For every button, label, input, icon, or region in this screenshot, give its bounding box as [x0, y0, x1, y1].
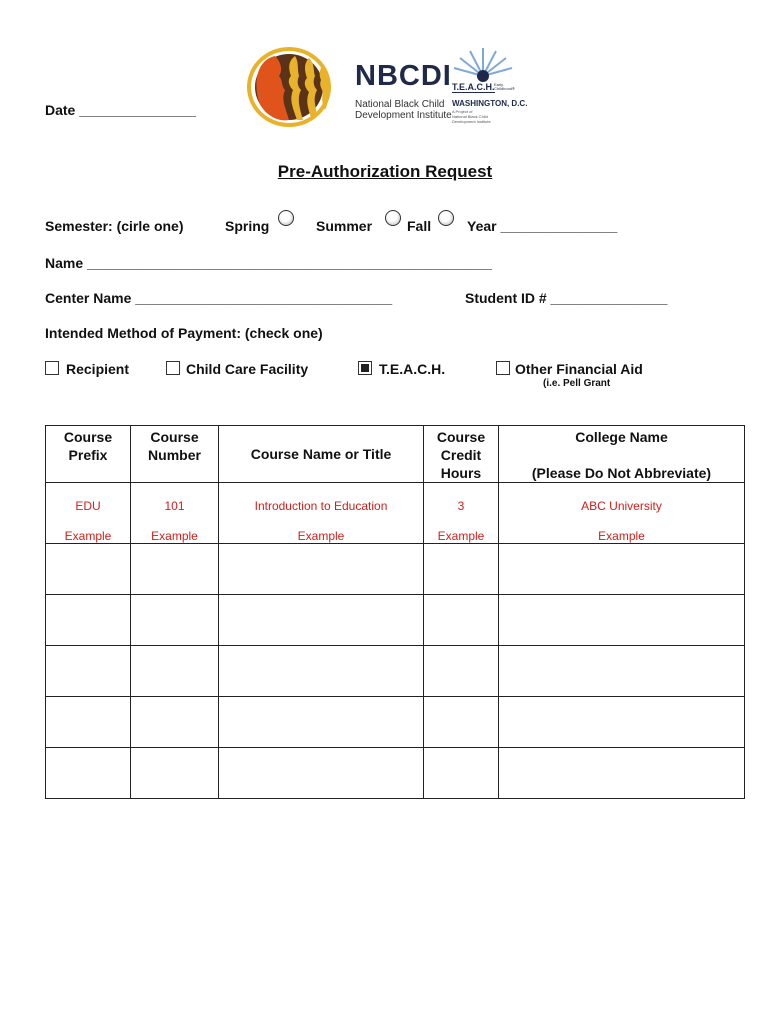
name-cell[interactable]: [219, 646, 424, 697]
teach-name: T.E.A.C.H.: [452, 82, 495, 92]
number-cell[interactable]: [131, 595, 219, 646]
payment-checkbox-child-care-facility[interactable]: [166, 361, 180, 375]
table-row-example: [46, 483, 745, 544]
payment-option-child-care-facility-label: Child Care Facility: [186, 361, 309, 377]
table-row: [46, 646, 745, 697]
college-cell[interactable]: [499, 595, 745, 646]
college-cell[interactable]: [499, 544, 745, 595]
table-row: [46, 595, 745, 646]
credit-cell[interactable]: [424, 697, 499, 748]
name-cell[interactable]: [219, 595, 424, 646]
student-id-field[interactable]: Student ID # _______________: [465, 290, 668, 306]
number-cell[interactable]: [131, 748, 219, 799]
teach-state: WASHINGTON, D.C.: [452, 99, 528, 108]
name-field[interactable]: Name ____________________________________________________: [45, 255, 492, 271]
credit-cell[interactable]: [424, 544, 499, 595]
faces-emblem-icon: [245, 46, 345, 128]
number-cell[interactable]: [131, 544, 219, 595]
example-credit-cell[interactable]: 3 Example: [424, 483, 499, 544]
org-name: National Black Child Development Institute: [355, 99, 452, 121]
payment-method-label: Intended Method of Payment: (check one): [45, 325, 323, 341]
page-title: Pre-Authorization Request: [277, 162, 493, 181]
nbcdi-logo: [245, 46, 528, 128]
payment-option-teach-label: T.E.A.C.H.: [379, 361, 446, 377]
credit-cell[interactable]: [424, 595, 499, 646]
payment-checkbox-other-financial-aid[interactable]: [496, 361, 510, 375]
center-name-field[interactable]: Center Name _________________________________: [45, 290, 393, 306]
college-cell[interactable]: [499, 646, 745, 697]
table-row: [46, 544, 745, 595]
table-header-row: [46, 426, 745, 483]
prefix-cell[interactable]: [46, 595, 131, 646]
semester-option-spring-label: Spring: [225, 218, 270, 234]
college-cell[interactable]: [499, 697, 745, 748]
table-row: [46, 697, 745, 748]
header-credit-hours: Course Credit Hours: [424, 426, 499, 483]
other-aid-note: (i.e. Pell Grant: [543, 378, 611, 389]
header-course-name: Course Name or Title: [219, 426, 424, 483]
payment-checkbox-recipient[interactable]: [45, 361, 59, 375]
prefix-cell[interactable]: [46, 748, 131, 799]
number-cell[interactable]: [131, 646, 219, 697]
prefix-cell[interactable]: [46, 697, 131, 748]
year-field[interactable]: Year _______________: [467, 218, 618, 234]
header-college-name: College Name (Please Do Not Abbreviate): [499, 426, 745, 483]
payment-option-recipient-label: Recipient: [66, 361, 130, 377]
brand-name: NBCDI: [355, 60, 452, 92]
header-course-number: Course Number: [131, 426, 219, 483]
name-cell[interactable]: [219, 697, 424, 748]
semester-label: Semester: (cirle one): [45, 218, 184, 234]
table-row: [46, 748, 745, 799]
semester-option-fall-label: Fall: [407, 218, 432, 234]
semester-radio-summer[interactable]: [385, 210, 401, 226]
college-cell[interactable]: [499, 748, 745, 799]
prefix-cell[interactable]: [46, 544, 131, 595]
course-table: [45, 425, 745, 799]
payment-option-other-financial-aid-label: Other Financial Aid: [515, 361, 643, 377]
semester-radio-fall[interactable]: [438, 210, 454, 226]
semester-option-summer-label: Summer: [316, 218, 373, 234]
example-number-cell[interactable]: 101 Example: [131, 483, 219, 544]
teach-note: A Project of National Black Child Development Institute: [452, 109, 491, 124]
example-college-cell[interactable]: ABC University Example: [499, 483, 745, 544]
example-name-cell[interactable]: Introduction to Education Example: [219, 483, 424, 544]
header-course-prefix: Course Prefix: [46, 426, 131, 483]
prefix-cell[interactable]: [46, 646, 131, 697]
date-field[interactable]: Date _______________: [45, 102, 197, 118]
credit-cell[interactable]: [424, 646, 499, 697]
credit-cell[interactable]: [424, 748, 499, 799]
payment-checkbox-teach[interactable]: [358, 361, 372, 375]
name-cell[interactable]: [219, 544, 424, 595]
teach-tagline: Early Childhood®: [494, 82, 515, 91]
semester-radio-spring[interactable]: [278, 210, 294, 226]
name-cell[interactable]: [219, 748, 424, 799]
number-cell[interactable]: [131, 697, 219, 748]
example-prefix-cell[interactable]: EDU Example: [46, 483, 131, 544]
